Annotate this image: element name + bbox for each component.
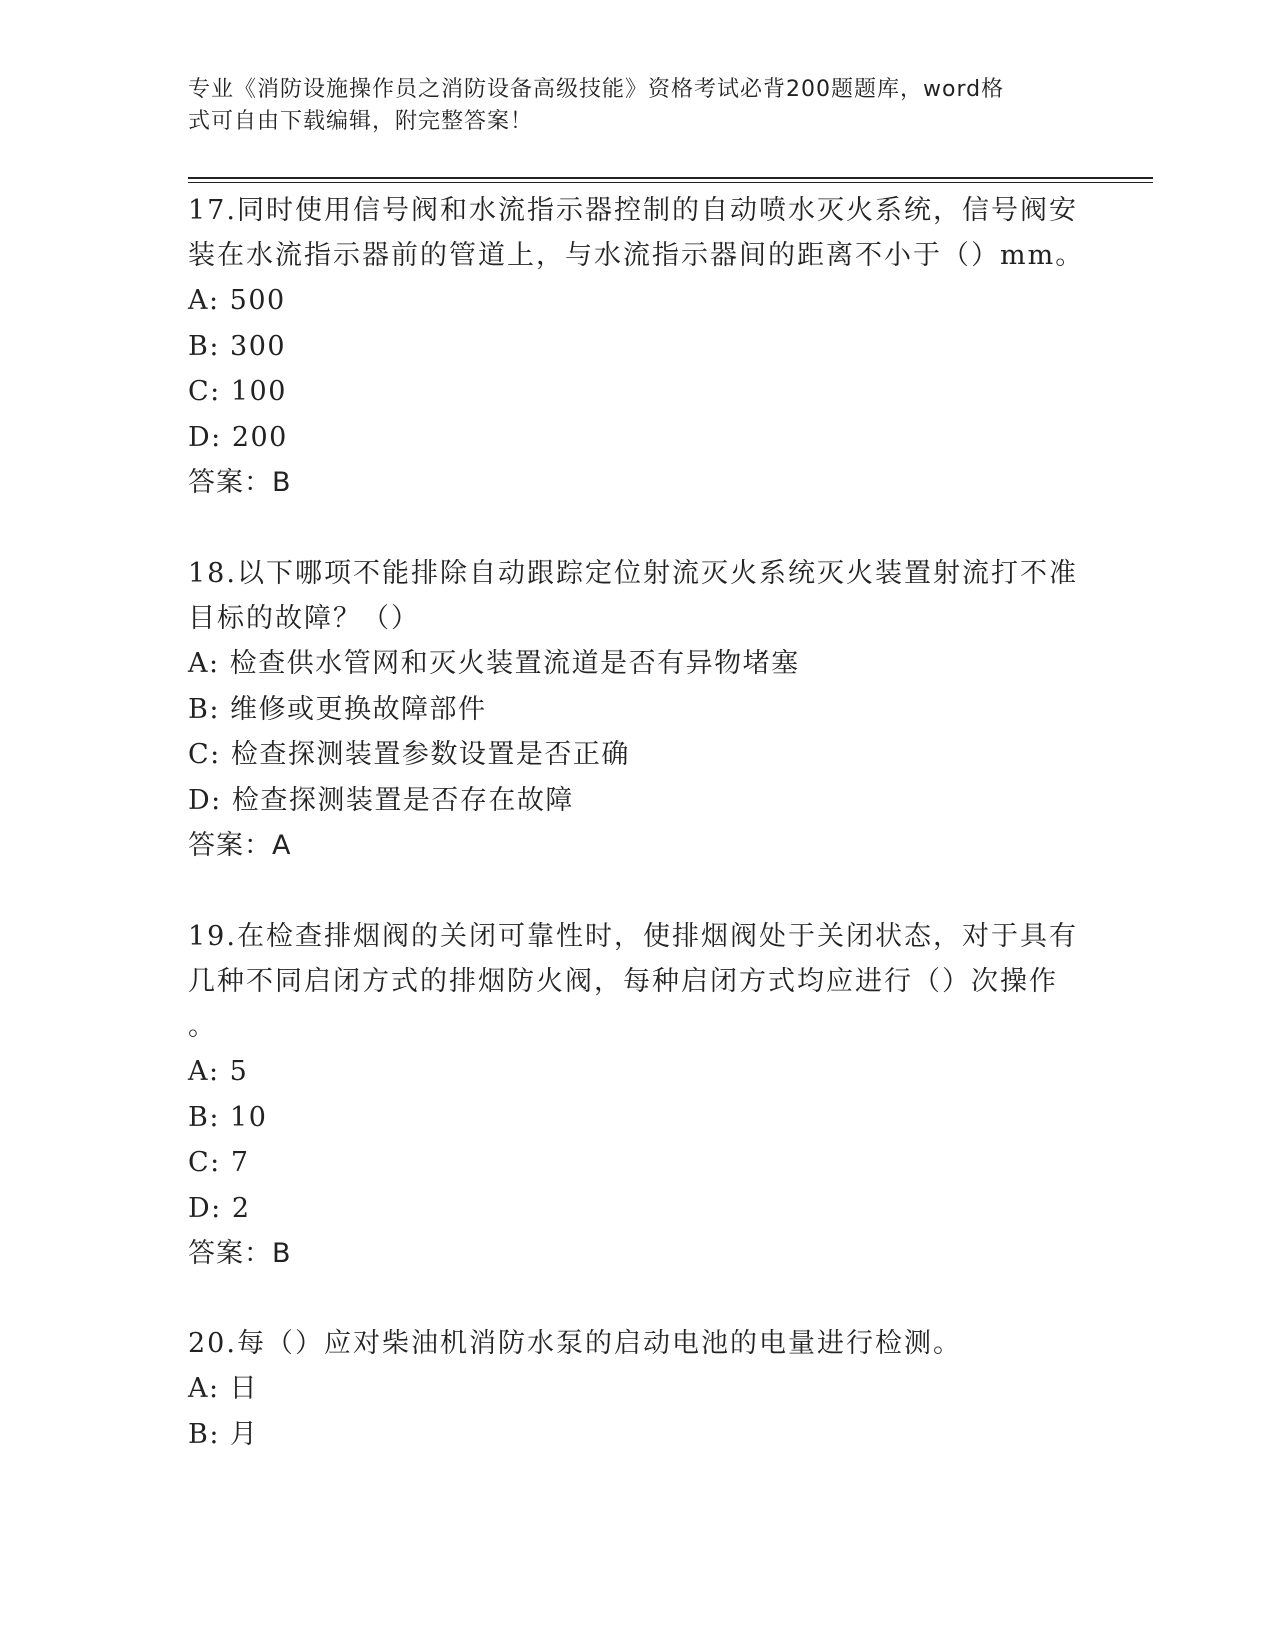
header-title-line-2: 式可自由下载编辑，附完整答案！ — [188, 109, 534, 134]
question-text-line: 17.同时使用信号阀和水流指示器控制的自动喷水灭火系统，信号阀安 — [188, 195, 1078, 226]
option-b: B: 10 — [188, 1101, 268, 1133]
option-d: D: 2 — [188, 1192, 251, 1224]
option-b: B: 维修或更换故障部件 — [188, 693, 487, 725]
question-20 — [188, 1321, 1088, 1457]
option-c: C: 100 — [188, 376, 287, 407]
option-d: D: 检查探测装置是否存在故障 — [188, 784, 574, 816]
option-a: A: 检查供水管网和灭火装置流道是否有异物堵塞 — [188, 648, 800, 679]
answer: 答案：B — [188, 1238, 292, 1269]
question-text-line: 20.每（）应对柴油机消防水泵的启动电池的电量进行检测。 — [188, 1328, 962, 1359]
question-text-line: 19.在检查排烟阀的关闭可靠性时，使排烟阀处于关闭状态，对于具有 — [188, 921, 1078, 952]
header-title-line-1: 专业《消防设施操作员之消防设备高级技能》资格考试必背200题题库，word格 — [188, 77, 1005, 102]
question-text-line: 18.以下哪项不能排除自动跟踪定位射流灭火系统灭火装置射流打不准 — [188, 558, 1078, 589]
question-text-line: 装在水流指示器前的管道上，与水流指示器间的距离不小于（）mm。 — [188, 240, 1085, 271]
option-c: C: 7 — [188, 1147, 250, 1178]
question-19 — [188, 914, 1088, 1276]
question-text-line: 目标的故障？（） — [188, 603, 420, 634]
option-a: A: 5 — [188, 1056, 249, 1087]
option-c: C: 检查探测装置参数设置是否正确 — [188, 739, 630, 770]
question-17 — [188, 188, 1088, 505]
option-a: A: 500 — [188, 285, 286, 316]
header-divider-thick — [188, 177, 1153, 179]
document-header — [188, 74, 1068, 138]
option-a: A: 日 — [188, 1373, 259, 1404]
option-b: B: 300 — [188, 330, 287, 362]
header-divider-thin — [188, 182, 1153, 183]
answer: 答案：A — [188, 830, 292, 861]
option-d: D: 200 — [188, 421, 288, 453]
question-text-line: 几种不同启闭方式的排烟防火阀，每种启闭方式均应进行（）次操作 — [188, 966, 1058, 997]
option-b: B: 月 — [188, 1418, 259, 1450]
answer: 答案：B — [188, 467, 292, 498]
question-18 — [188, 551, 1088, 868]
question-text-line: 。 — [188, 1011, 217, 1042]
